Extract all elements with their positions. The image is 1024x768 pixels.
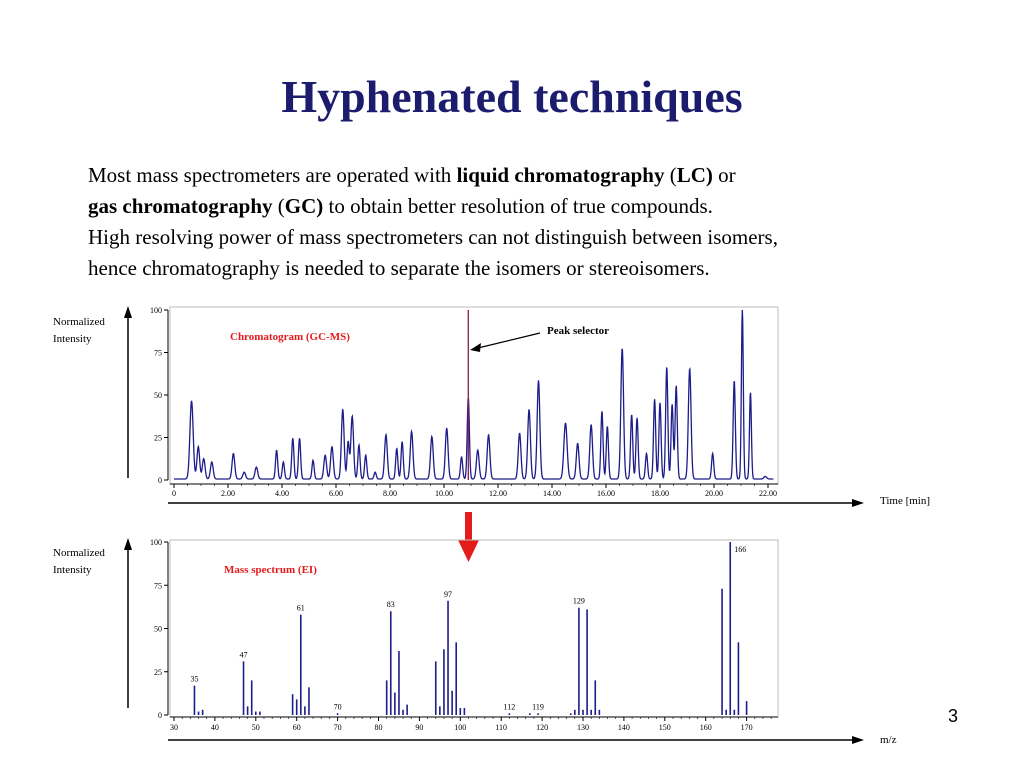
spectrum-xtick-label: 40 xyxy=(210,723,219,732)
chromatogram-ytick-label: 75 xyxy=(154,348,162,358)
chromatogram-xtick-label: 14.00 xyxy=(543,489,561,498)
spectrum-peak-label: 112 xyxy=(503,702,516,712)
chromatogram-ylabel-line2: Intensity xyxy=(53,333,92,345)
spectrum-xtick-label: 130 xyxy=(577,723,589,732)
peak-selector-label: Peak selector xyxy=(547,325,609,337)
spectrum-ylabel-line2: Intensity xyxy=(53,564,92,576)
spectrum-ytick-label: 75 xyxy=(154,581,162,591)
spectrum-xtick-label: 80 xyxy=(374,723,383,732)
chromatogram-xlabel: Time [min] xyxy=(880,495,931,507)
body-line: gas chromatography (GC) to obtain better resolution of true compounds. xyxy=(88,194,713,218)
spectrum-peak-label: 61 xyxy=(296,603,305,613)
spectrum-ytick-label: 0 xyxy=(158,711,162,720)
spectrum-xtick-label: 170 xyxy=(740,723,753,732)
chromatogram-xtick-label: 2.00 xyxy=(221,489,235,498)
chromatogram-xtick-label: 22.00 xyxy=(759,489,777,498)
spectrum-peak-label: 166 xyxy=(734,545,747,554)
body-line: hence chromatography is needed to separate the isomers or stereoisomers. xyxy=(88,256,710,280)
mass-spectrum-chart xyxy=(53,538,897,746)
spectrum-xtick-label: 60 xyxy=(292,723,301,732)
chromatogram-ytick-label: 0 xyxy=(158,476,162,485)
spectrum-peak-label: 129 xyxy=(572,596,585,606)
chromatogram-xtick-label: 4.00 xyxy=(275,489,289,498)
spectrum-peak-label: 35 xyxy=(190,674,199,684)
selection-arrow-shaft xyxy=(465,512,472,542)
chromatogram-xtick-label: 20.00 xyxy=(705,489,723,498)
page-number: 3 xyxy=(948,706,959,726)
spectrum-peak-label: 119 xyxy=(532,702,544,712)
chromatogram-ytick-label: 25 xyxy=(154,433,162,443)
chromatogram-chart xyxy=(53,306,930,507)
chromatogram-ytick-label: 50 xyxy=(154,391,162,400)
chromatogram-xtick-label: 6.00 xyxy=(329,489,343,498)
chromatogram-xtick-label: 18.00 xyxy=(651,489,669,498)
chromatogram-xtick-label: 12.00 xyxy=(489,489,507,498)
spectrum-xtick-label: 110 xyxy=(495,723,508,732)
chromatogram-xtick-label: 16.00 xyxy=(597,489,615,498)
spectrum-xtick-label: 140 xyxy=(617,723,630,732)
spectrum-ytick-label: 50 xyxy=(154,624,162,634)
spectrum-xtick-label: 150 xyxy=(658,723,671,732)
spectrum-peak-label: 97 xyxy=(444,589,453,599)
chromatogram-ylabel-line1: Normalized xyxy=(53,316,105,328)
spectrum-peak-label: 70 xyxy=(333,702,342,712)
spectrum-y-arrowhead xyxy=(124,538,132,550)
spectrum-title: Mass spectrum (EI) xyxy=(224,564,317,576)
chromatogram-x-arrowhead xyxy=(852,499,864,507)
chromatogram-xtick-label: 8.00 xyxy=(383,489,397,498)
spectrum-xtick-label: 90 xyxy=(415,723,424,732)
peak-selector-arrow xyxy=(478,333,540,348)
spectrum-xlabel: m/z xyxy=(880,734,897,746)
slide-title: Hyphenated techniques xyxy=(281,71,743,122)
chromatogram-y-arrowhead xyxy=(124,306,132,318)
spectrum-ylabel-line1: Normalized xyxy=(53,547,105,559)
spectrum-peak-label: 47 xyxy=(239,650,248,660)
spectrum-ytick-label: 25 xyxy=(154,667,162,677)
spectrum-peak-label: 83 xyxy=(386,600,395,610)
spectrum-xtick-label: 50 xyxy=(251,723,260,732)
chromatogram-xtick-label: 10.00 xyxy=(435,489,453,498)
spectrum-xtick-label: 120 xyxy=(536,723,549,732)
spectrum-xtick-label: 30 xyxy=(170,723,178,732)
selection-arrow-head xyxy=(458,540,479,562)
chromatogram-ytick-label: 100 xyxy=(150,306,162,315)
spectrum-xtick-label: 160 xyxy=(699,723,712,732)
spectrum-x-arrowhead xyxy=(852,736,864,744)
spectrum-xtick-label: 70 xyxy=(333,723,342,732)
peak-selector-arrowhead xyxy=(470,343,481,352)
chromatogram-xtick-label: 0 xyxy=(172,489,176,498)
body-line: Most mass spectrometers are operated with liquid chromatography (LC) or xyxy=(88,163,736,187)
chromatogram-title: Chromatogram (GC-MS) xyxy=(230,331,350,343)
spectrum-xtick-label: 100 xyxy=(454,723,467,732)
spectrum-ytick-label: 100 xyxy=(150,538,162,547)
body-line: High resolving power of mass spectrometers can not distinguish between isomers, xyxy=(88,225,778,249)
